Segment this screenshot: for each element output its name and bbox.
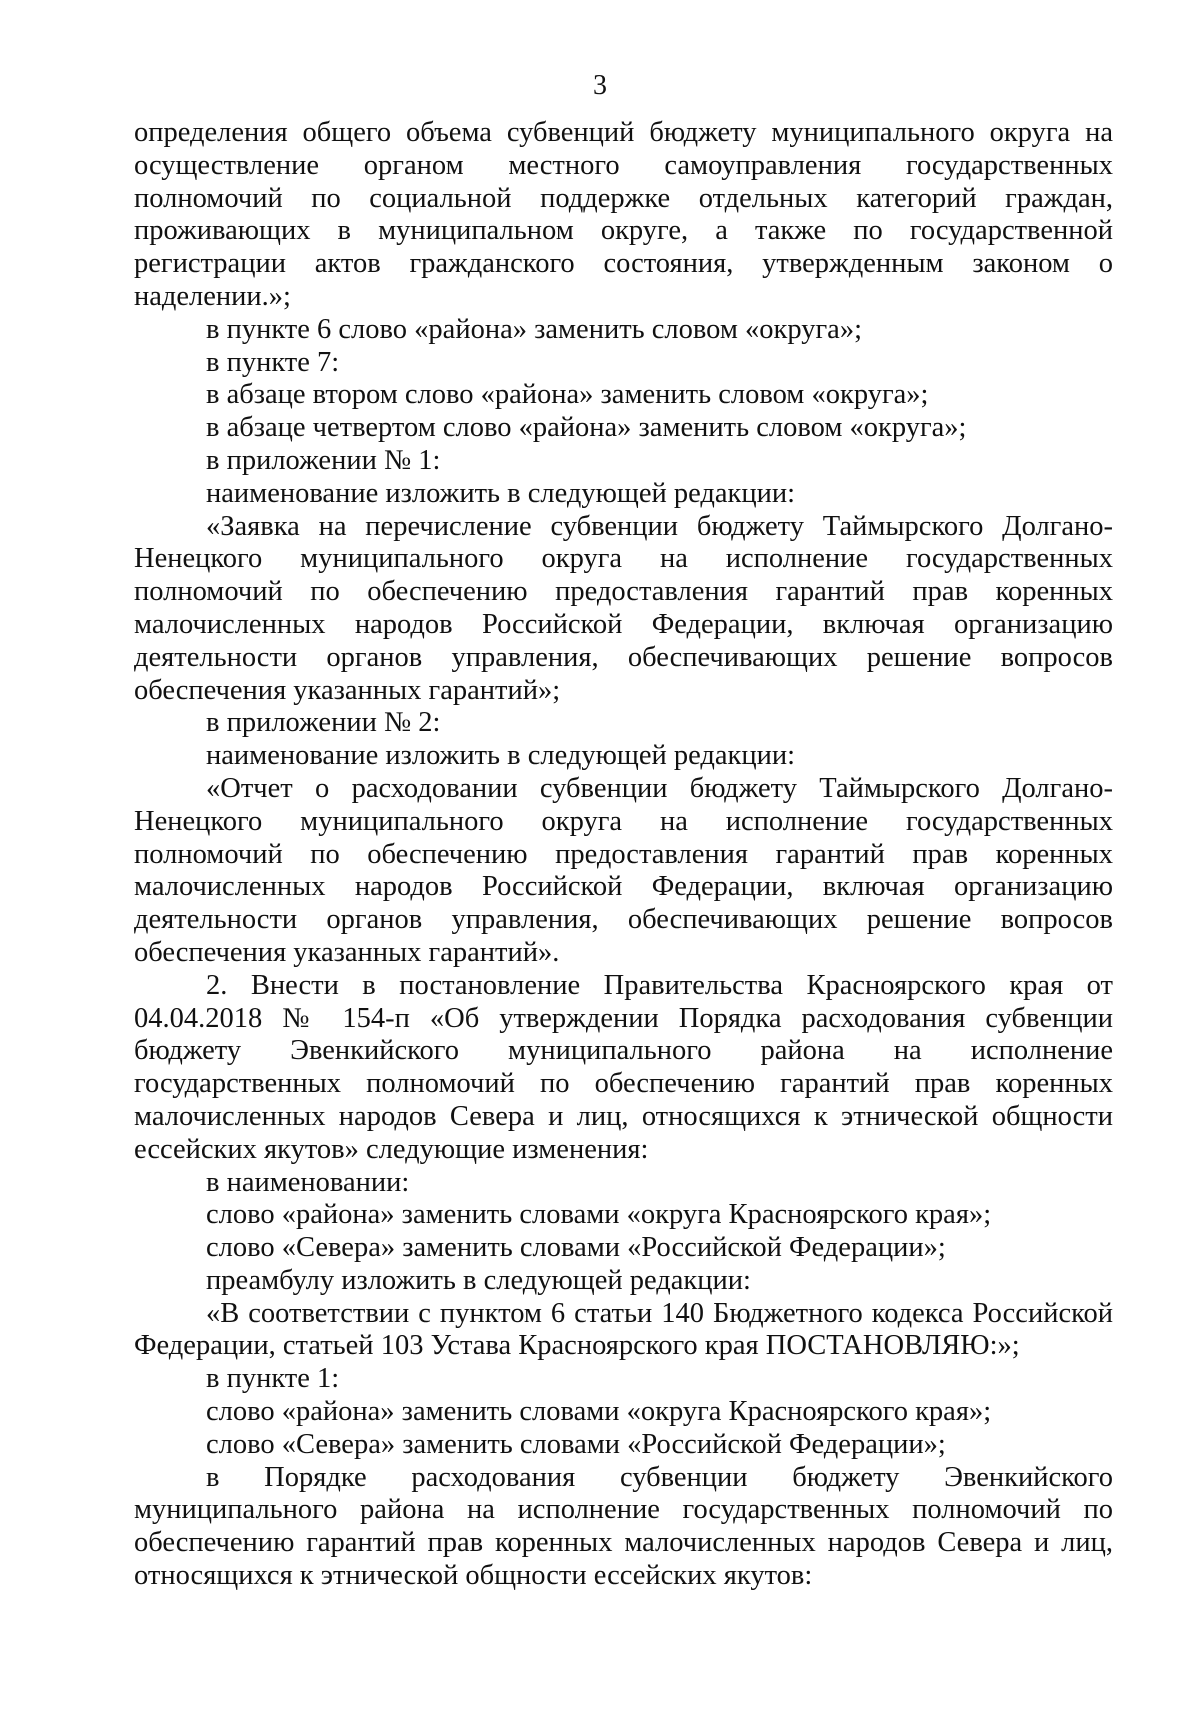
paragraph: слово «района» заменить словами «округа Красноярского края»; [206, 1396, 992, 1428]
numbered-paragraph: 2. Внести в постановление Правительства Красноярского края от 04.04.2018 № 154-п «Об утверждении Порядка расходования субвенции бюджету Эвенкийского муниципального района на исполнение государственных полномочий по обеспечению гарантий прав коренных малочисленных народов Севера и лиц, относящихся к этнической общности ессейских якутов» следующие изменения: [134, 969, 1113, 1165]
paragraph: наименование изложить в следующей редакции: [206, 740, 796, 772]
paragraph: в пункте 7: [206, 346, 340, 378]
paragraph: преамбулу изложить в следующей редакции: [206, 1264, 751, 1296]
paragraph: в абзаце четвертом слово «района» заменить словом «округа»; [206, 412, 967, 444]
paragraph: в пункте 1: [206, 1363, 340, 1395]
paragraph: в абзаце втором слово «района» заменить словом «округа»; [206, 379, 929, 411]
page-number: 3 [593, 70, 607, 101]
paragraph: в приложении № 2: [206, 707, 441, 739]
paragraph: в пункте 6 слово «района» заменить словом «округа»; [206, 313, 863, 345]
paragraph: определения общего объема субвенций бюджету муниципального округа на осуществление органом местного самоуправления государственных полномочий по социальной поддержке отдельных категорий граждан, проживающих в муниципальном округе, а также по государственной регистрации актов гражданского состояния, утвержденным законом о наделении.»; [134, 117, 1113, 312]
paragraph: слово «района» заменить словами «округа Красноярского края»; [206, 1199, 992, 1231]
paragraph: в приложении № 1: [206, 444, 441, 476]
paragraph: слово «Севера» заменить словами «Российской Федерации»; [206, 1428, 946, 1460]
paragraph: наименование изложить в следующей редакции: [206, 477, 796, 509]
paragraph: в наименовании: [206, 1166, 410, 1198]
quoted-paragraph: «Отчет о расходовании субвенции бюджету Таймырского Долгано-Ненецкого муниципального округа на исполнение государственных полномочий по обеспечению предоставления гарантий прав коренных малочисленных народов Российской Федерации, включая организацию деятельности органов управления, обеспечивающих решение вопросов обеспечения указанных гарантий». [134, 772, 1113, 968]
paragraph: в Порядке расходования субвенции бюджету Эвенкийского муниципального района на исполнение государственных полномочий по обеспечению гарантий прав коренных малочисленных народов Севера и лиц, относящихся к этнической общности ессейских якутов: [134, 1461, 1113, 1592]
paragraph: слово «Севера» заменить словами «Российской Федерации»; [206, 1232, 946, 1264]
quoted-paragraph: «Заявка на перечисление субвенции бюджету Таймырского Долгано-Ненецкого муниципального округа на исполнение государственных полномочий по обеспечению предоставления гарантий прав коренных малочисленных народов Российской Федерации, включая организацию деятельности органов управления, обеспечивающих решение вопросов обеспечения указанных гарантий»; [134, 510, 1113, 706]
quoted-paragraph: «В соответствии с пунктом 6 статьи 140 Бюджетного кодекса Российской Федерации, статьей 103 Устава Красноярского края ПОСТАНОВЛЯЮ:»; [134, 1297, 1113, 1362]
document-body [134, 117, 1113, 1593]
